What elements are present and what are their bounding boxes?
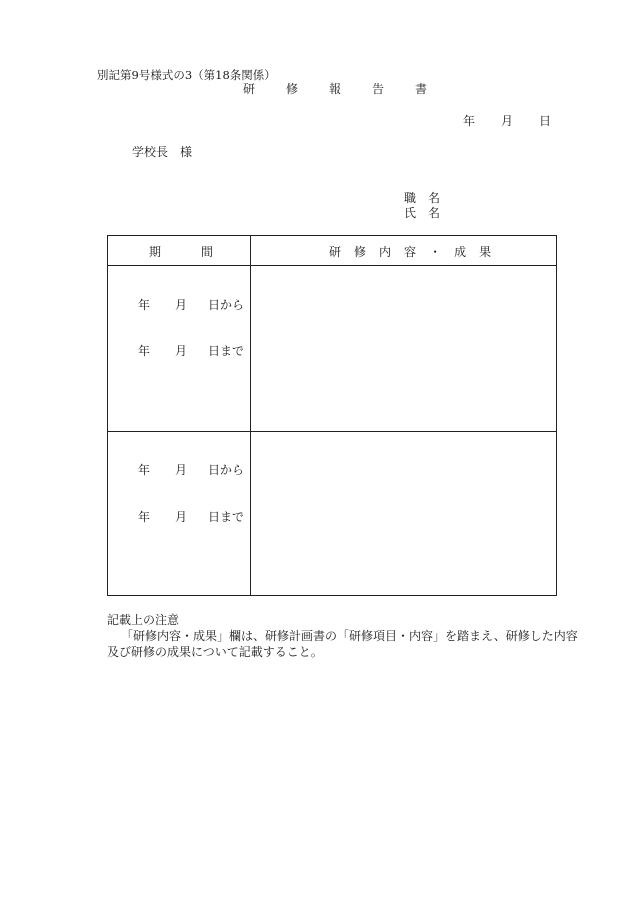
header-divider: [108, 265, 556, 266]
title-char: 書: [415, 82, 428, 96]
date-day: 日: [539, 114, 552, 128]
period-from: 年 月 日から: [138, 463, 245, 477]
notes-body: 「研修内容・成果」欄は、研修計画書の「研修項目・内容」を踏まえ、研修した内容及び研修の成果について記載すること。: [107, 629, 578, 659]
row-divider: [108, 431, 556, 432]
content-result-header: 研 修 内 容 ・ 成 果: [329, 245, 492, 259]
document-title: [243, 82, 458, 96]
addressee: 学校長 様: [132, 145, 193, 159]
date-month: 月: [501, 114, 514, 128]
training-report-table: [107, 235, 557, 596]
report-date: [463, 114, 551, 128]
column-divider: [250, 236, 251, 595]
period-to: 年 月 日まで: [138, 510, 245, 524]
title-char: 告: [372, 82, 385, 96]
period-header: 期 間: [149, 245, 214, 259]
date-year: 年: [463, 114, 476, 128]
title-char: 研: [243, 82, 256, 96]
period-to: 年 月 日まで: [138, 344, 245, 358]
job-title-label: 職 名: [404, 191, 441, 205]
title-char: 報: [329, 82, 342, 96]
name-label: 氏 名: [404, 206, 441, 220]
notes-title: 記載上の注意: [107, 613, 180, 627]
title-char: 修: [286, 82, 299, 96]
period-from: 年 月 日から: [138, 298, 245, 312]
form-number: 別記第9号様式の3（第18条関係）: [97, 68, 276, 82]
